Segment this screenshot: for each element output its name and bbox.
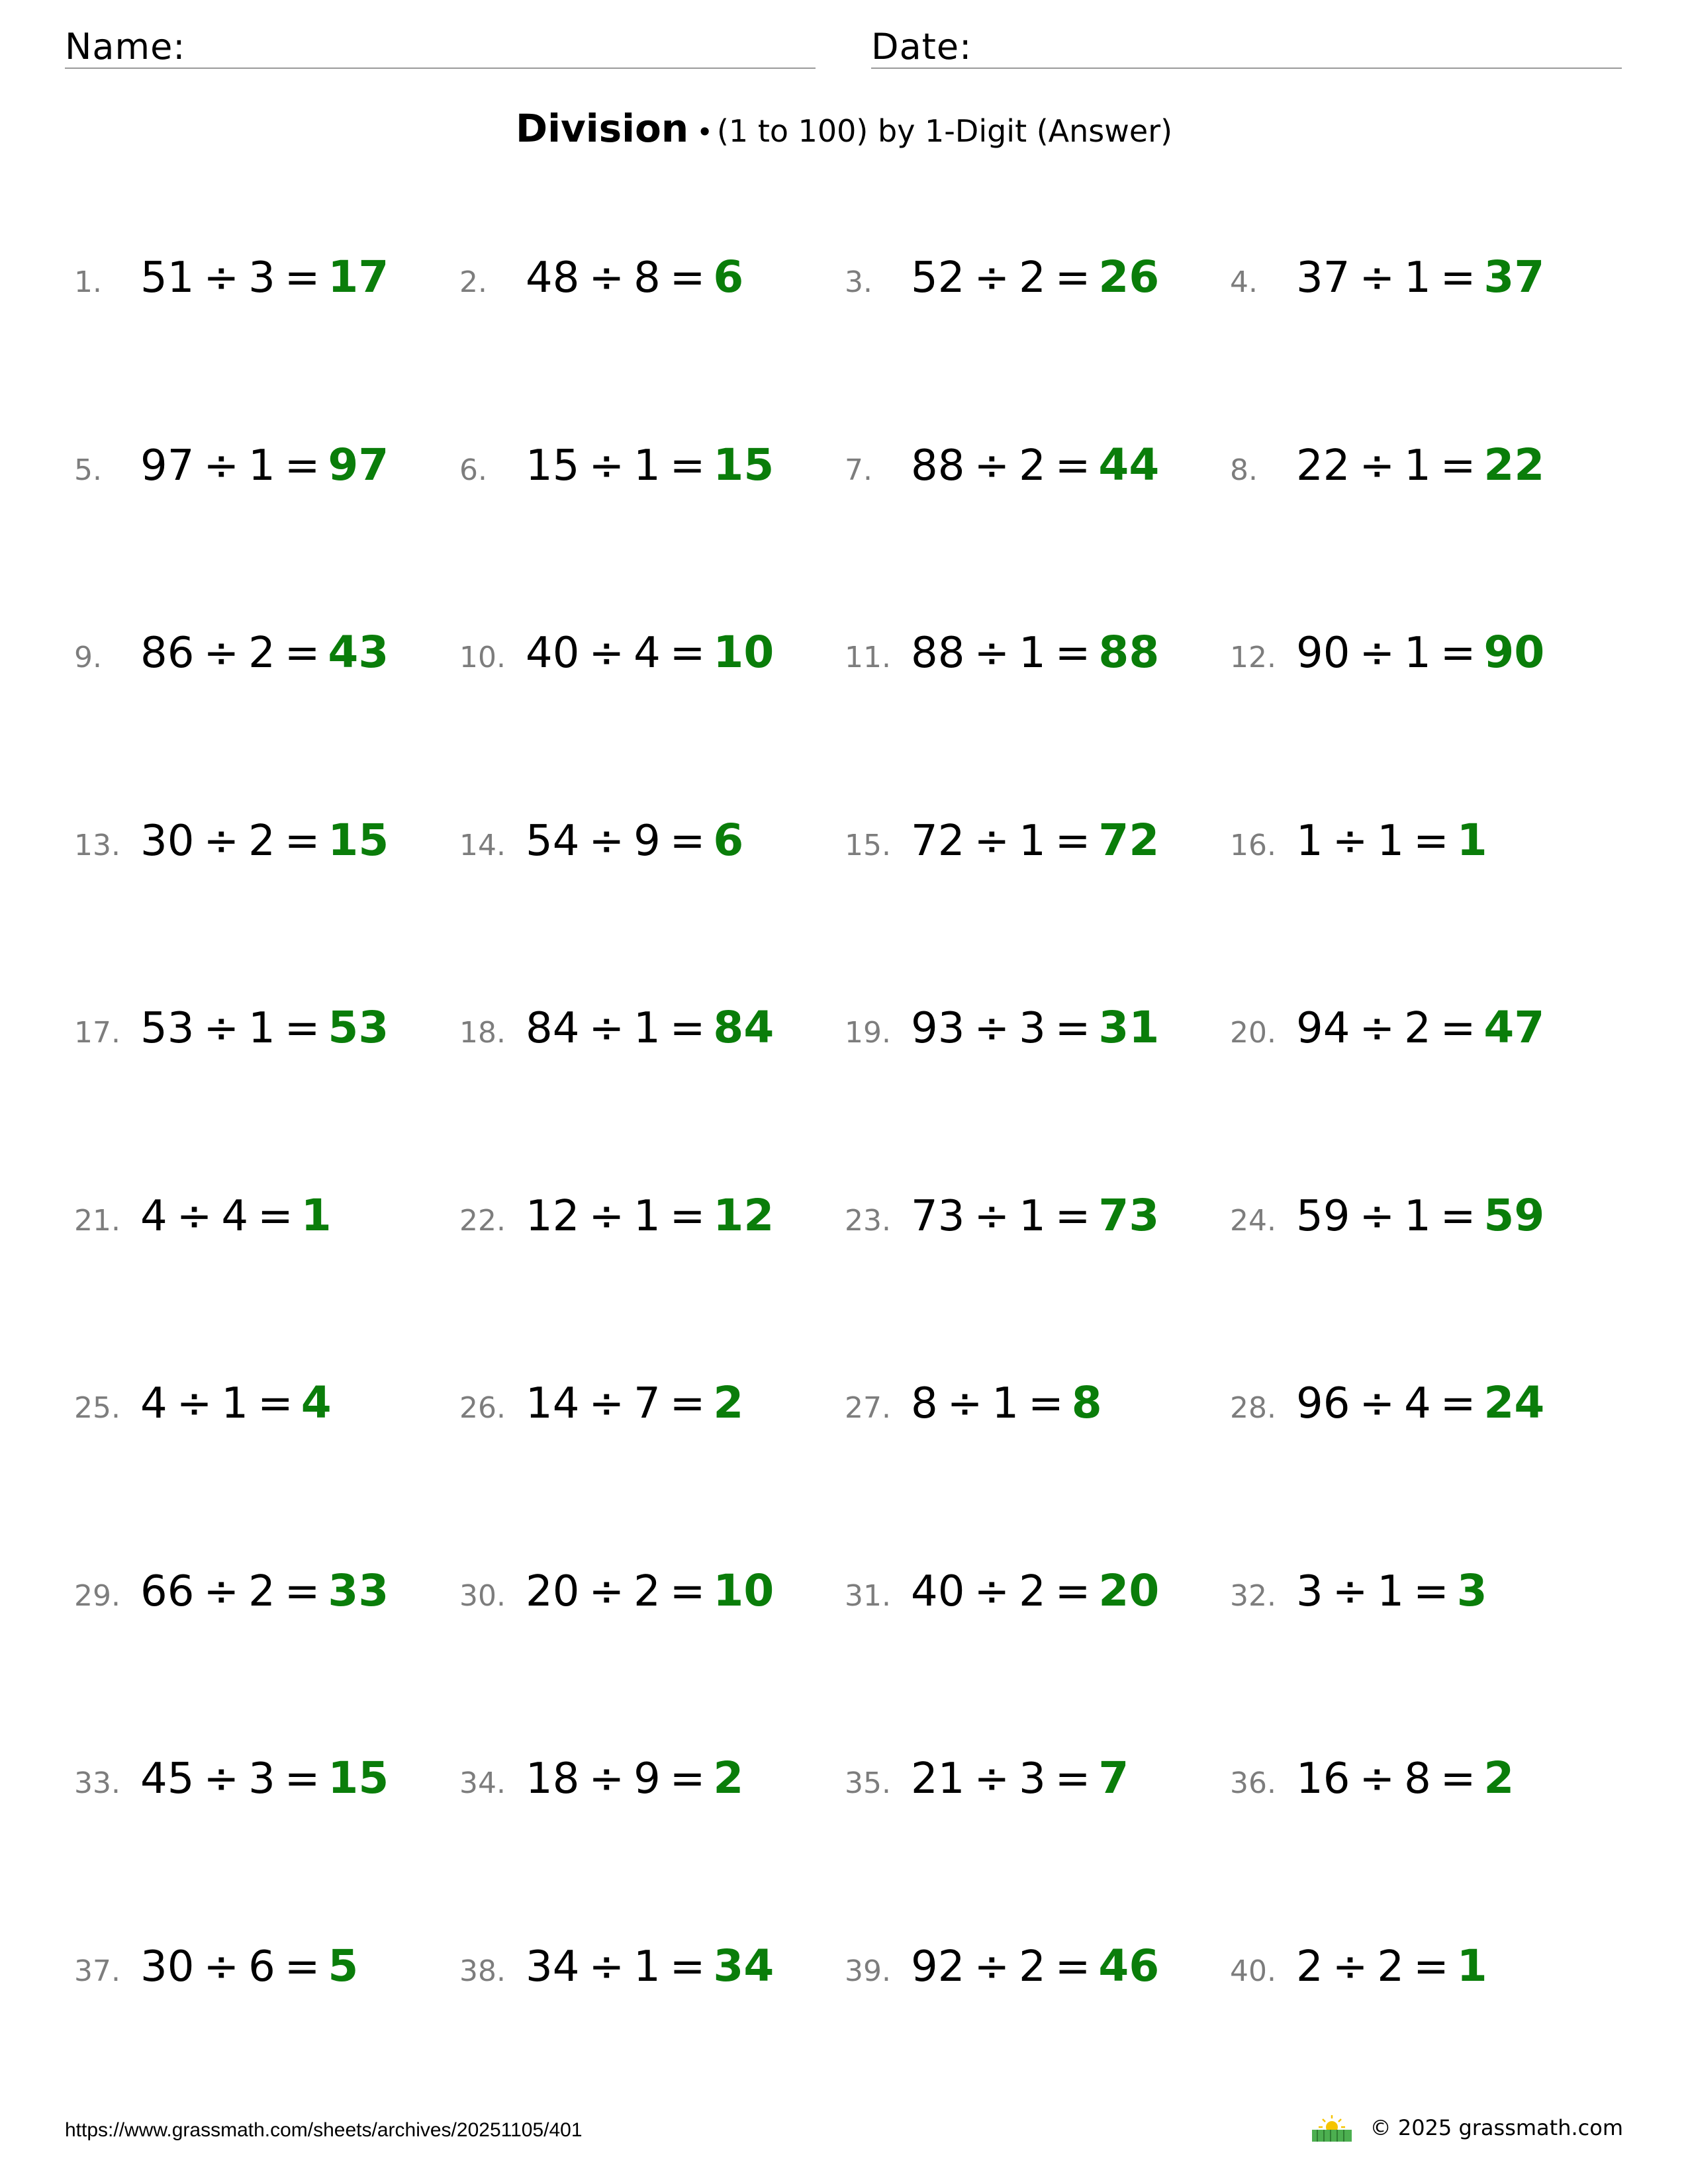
divisor: 3 — [1019, 1004, 1046, 1053]
divisor: 1 — [1019, 629, 1046, 678]
problem-item — [459, 1190, 849, 1243]
divisor: 1 — [1019, 1191, 1046, 1241]
dividend: 59 — [1296, 1191, 1350, 1241]
equals-sign: = — [669, 1004, 706, 1053]
divisor: 1 — [633, 441, 661, 490]
division-sign: ÷ — [974, 1004, 1010, 1053]
problem-item — [1230, 1752, 1619, 1805]
problem-item — [845, 439, 1234, 492]
problem-item — [845, 1752, 1234, 1805]
divisor: 4 — [1404, 1379, 1431, 1428]
equals-sign: = — [1055, 816, 1091, 866]
division-sign: ÷ — [588, 1004, 625, 1053]
division-sign: ÷ — [974, 441, 1010, 490]
answer: 15 — [328, 814, 389, 866]
problem-item — [74, 815, 463, 868]
title-main: Division — [515, 106, 689, 151]
problem-number: 33. — [74, 1766, 120, 1800]
problem-number: 18. — [459, 1016, 506, 1050]
dividend: 94 — [1296, 1004, 1350, 1053]
problem-number: 23. — [845, 1203, 891, 1238]
division-sign: ÷ — [203, 629, 240, 678]
divisor: 4 — [221, 1191, 249, 1241]
dividend: 88 — [911, 629, 965, 678]
equals-sign: = — [284, 441, 320, 490]
answer: 88 — [1098, 627, 1160, 678]
problem-number: 6. — [459, 453, 487, 487]
answer: 43 — [328, 627, 389, 678]
problem-item — [1230, 815, 1619, 868]
divisor: 1 — [1404, 1191, 1431, 1241]
answer: 8 — [1071, 1377, 1102, 1428]
divisor: 1 — [1019, 816, 1046, 866]
division-sign: ÷ — [1359, 1379, 1395, 1428]
problem-item — [845, 627, 1234, 680]
problem-item — [74, 627, 463, 680]
problem-item — [845, 251, 1234, 304]
footer-url: https://www.grassmath.com/sheets/archives/20251105/401 — [65, 2119, 583, 2141]
problem-item — [845, 1940, 1234, 1993]
divisor: 1 — [1377, 1567, 1405, 1616]
equals-sign: = — [669, 816, 706, 866]
divisor: 1 — [633, 1942, 661, 1991]
dividend: 93 — [911, 1004, 965, 1053]
dividend: 90 — [1296, 629, 1350, 678]
divisor: 1 — [1404, 629, 1431, 678]
dividend: 18 — [526, 1754, 580, 1803]
dividend: 40 — [911, 1567, 965, 1616]
equals-sign: = — [284, 1754, 320, 1803]
problem-number: 31. — [845, 1578, 891, 1613]
equals-sign: = — [1413, 1567, 1449, 1616]
dividend: 22 — [1296, 441, 1350, 490]
answer: 46 — [1098, 1940, 1160, 1991]
division-sign: ÷ — [588, 1379, 625, 1428]
problem-number: 35. — [845, 1766, 891, 1800]
answer: 4 — [301, 1377, 332, 1428]
division-sign: ÷ — [974, 1754, 1010, 1803]
division-sign: ÷ — [588, 629, 625, 678]
problem-number: 2. — [459, 265, 487, 299]
problem-item — [845, 1002, 1234, 1055]
equals-sign: = — [669, 629, 706, 678]
dividend: 72 — [911, 816, 965, 866]
answer: 33 — [328, 1565, 389, 1616]
worksheet-title — [0, 106, 1688, 152]
answer: 34 — [713, 1940, 774, 1991]
answer: 24 — [1483, 1377, 1545, 1428]
answer: 7 — [1098, 1752, 1129, 1803]
answer: 26 — [1098, 251, 1160, 302]
answer: 31 — [1098, 1002, 1160, 1053]
equals-sign: = — [669, 1567, 706, 1616]
division-sign: ÷ — [974, 1942, 1010, 1991]
answer: 2 — [713, 1752, 744, 1803]
answer: 73 — [1098, 1189, 1160, 1241]
divisor: 1 — [633, 1191, 661, 1241]
equals-sign: = — [1440, 629, 1476, 678]
name-field[interactable] — [65, 24, 816, 69]
answer: 59 — [1483, 1189, 1545, 1241]
divisor: 1 — [992, 1379, 1019, 1428]
problem-item — [74, 1940, 463, 1993]
division-sign: ÷ — [203, 1754, 240, 1803]
dividend: 12 — [526, 1191, 580, 1241]
dividend: 53 — [140, 1004, 195, 1053]
sun-over-grass-icon — [1308, 2113, 1356, 2143]
division-sign: ÷ — [974, 629, 1010, 678]
problem-number: 36. — [1230, 1766, 1276, 1800]
equals-sign: = — [1055, 1191, 1091, 1241]
problem-number: 20. — [1230, 1016, 1276, 1050]
equals-sign: = — [1055, 629, 1091, 678]
problem-number: 11. — [845, 641, 891, 674]
equals-sign: = — [1413, 816, 1449, 866]
divisor: 7 — [633, 1379, 661, 1428]
title-subtitle: (1 to 100) by 1-Digit (Answer) — [716, 113, 1173, 149]
problem-number: 32. — [1230, 1578, 1276, 1613]
equals-sign: = — [1440, 441, 1476, 490]
problem-number: 17. — [74, 1016, 120, 1050]
date-label: Date: — [871, 26, 972, 68]
answer: 84 — [713, 1002, 774, 1053]
dividend: 34 — [526, 1942, 580, 1991]
problem-number: 37. — [74, 1954, 120, 1988]
problem-number: 10. — [459, 641, 506, 674]
equals-sign: = — [1055, 253, 1091, 302]
division-sign: ÷ — [1359, 629, 1395, 678]
equals-sign: = — [1055, 1004, 1091, 1053]
problem-item — [845, 1377, 1234, 1430]
division-sign: ÷ — [203, 441, 240, 490]
divisor: 2 — [633, 1567, 661, 1616]
problem-item — [74, 1002, 463, 1055]
problem-number: 34. — [459, 1766, 506, 1800]
equals-sign: = — [1440, 1004, 1476, 1053]
dividend: 30 — [140, 1942, 195, 1991]
division-sign: ÷ — [1359, 1191, 1395, 1241]
divisor: 1 — [1404, 253, 1431, 302]
problem-number: 15. — [845, 828, 891, 862]
problem-number: 19. — [845, 1016, 891, 1050]
answer: 72 — [1098, 814, 1160, 866]
division-sign: ÷ — [1332, 816, 1368, 866]
equals-sign: = — [1440, 1191, 1476, 1241]
equals-sign: = — [284, 1942, 320, 1991]
equals-sign: = — [669, 1942, 706, 1991]
problem-number: 22. — [459, 1203, 506, 1238]
equals-sign: = — [1055, 1942, 1091, 1991]
answer: 37 — [1483, 251, 1545, 302]
problem-number: 4. — [1230, 265, 1258, 299]
answer: 2 — [1483, 1752, 1515, 1803]
division-sign: ÷ — [203, 1942, 240, 1991]
equals-sign: = — [258, 1379, 293, 1428]
division-sign: ÷ — [974, 816, 1010, 866]
division-sign: ÷ — [203, 1567, 240, 1616]
divisor: 8 — [1404, 1754, 1431, 1803]
dividend: 8 — [911, 1379, 938, 1428]
problem-number: 8. — [1230, 453, 1258, 487]
division-sign: ÷ — [588, 816, 625, 866]
divisor: 1 — [633, 1004, 661, 1053]
division-sign: ÷ — [1332, 1942, 1368, 1991]
division-sign: ÷ — [1359, 253, 1395, 302]
problem-number: 39. — [845, 1954, 891, 1988]
dividend: 37 — [1296, 253, 1350, 302]
division-sign: ÷ — [974, 1191, 1010, 1241]
divisor: 2 — [1019, 1942, 1046, 1991]
equals-sign: = — [669, 1379, 706, 1428]
problem-item — [1230, 1940, 1619, 1993]
divisor: 2 — [1377, 1942, 1405, 1991]
problem-item — [459, 627, 849, 680]
problem-number: 29. — [74, 1578, 120, 1613]
answer: 15 — [328, 1752, 389, 1803]
problem-number: 5. — [74, 453, 102, 487]
equals-sign: = — [1055, 1567, 1091, 1616]
answer: 22 — [1483, 439, 1545, 490]
problem-number: 28. — [1230, 1391, 1276, 1425]
divisor: 1 — [1404, 441, 1431, 490]
divisor: 2 — [248, 1567, 275, 1616]
problem-number: 21. — [74, 1203, 120, 1238]
divisor: 3 — [248, 1754, 275, 1803]
dividend: 20 — [526, 1567, 580, 1616]
problem-number: 40. — [1230, 1954, 1276, 1988]
divisor: 2 — [1019, 1567, 1046, 1616]
dividend: 52 — [911, 253, 965, 302]
name-label: Name: — [65, 26, 186, 68]
equals-sign: = — [669, 253, 706, 302]
problem-item — [1230, 1377, 1619, 1430]
dividend: 40 — [526, 629, 580, 678]
divisor: 2 — [248, 629, 275, 678]
problem-item — [459, 439, 849, 492]
title-bullet: • — [696, 116, 713, 148]
divisor: 9 — [633, 816, 661, 866]
equals-sign: = — [1440, 1754, 1476, 1803]
dividend: 4 — [140, 1379, 167, 1428]
answer: 6 — [713, 814, 744, 866]
divisor: 3 — [1019, 1754, 1046, 1803]
division-sign: ÷ — [588, 1754, 625, 1803]
problem-item — [459, 1940, 849, 1993]
date-field[interactable] — [871, 24, 1622, 69]
problem-item — [1230, 439, 1619, 492]
dividend: 84 — [526, 1004, 580, 1053]
problem-item — [74, 251, 463, 304]
divisor: 6 — [248, 1942, 275, 1991]
problem-number: 9. — [74, 641, 102, 674]
problem-item — [1230, 627, 1619, 680]
problem-number: 26. — [459, 1391, 506, 1425]
answer: 2 — [713, 1377, 744, 1428]
problem-number: 12. — [1230, 641, 1276, 674]
division-sign: ÷ — [974, 1567, 1010, 1616]
problem-item — [845, 1565, 1234, 1618]
equals-sign: = — [669, 1754, 706, 1803]
division-sign: ÷ — [588, 1191, 625, 1241]
problem-item — [845, 1190, 1234, 1243]
divisor: 2 — [248, 816, 275, 866]
problem-item — [1230, 1565, 1619, 1618]
problem-item — [459, 251, 849, 304]
problem-item — [459, 1565, 849, 1618]
problem-number: 1. — [74, 265, 102, 299]
problem-item — [74, 439, 463, 492]
answer: 12 — [713, 1189, 774, 1241]
problem-item — [74, 1190, 463, 1243]
divisor: 8 — [633, 253, 661, 302]
dividend: 66 — [140, 1567, 195, 1616]
problem-item — [459, 1002, 849, 1055]
dividend: 15 — [526, 441, 580, 490]
problem-number: 24. — [1230, 1203, 1276, 1238]
division-sign: ÷ — [588, 253, 625, 302]
dividend: 86 — [140, 629, 195, 678]
problem-item — [1230, 1002, 1619, 1055]
equals-sign: = — [284, 1567, 320, 1616]
equals-sign: = — [1440, 253, 1476, 302]
divisor: 1 — [221, 1379, 249, 1428]
division-sign: ÷ — [588, 1567, 625, 1616]
answer: 17 — [328, 251, 389, 302]
dividend: 2 — [1296, 1942, 1323, 1991]
division-sign: ÷ — [1359, 441, 1395, 490]
problem-number: 16. — [1230, 828, 1276, 862]
problem-item — [74, 1377, 463, 1430]
answer: 1 — [1456, 814, 1487, 866]
equals-sign: = — [1028, 1379, 1064, 1428]
dividend: 54 — [526, 816, 580, 866]
divisor: 1 — [1377, 816, 1405, 866]
division-sign: ÷ — [1359, 1754, 1395, 1803]
problem-item — [74, 1752, 463, 1805]
problem-item — [459, 815, 849, 868]
footer-brand — [1308, 2111, 1623, 2144]
divisor: 2 — [1019, 441, 1046, 490]
problem-item — [845, 815, 1234, 868]
equals-sign: = — [284, 1004, 320, 1053]
answer: 1 — [1456, 1940, 1487, 1991]
divisor: 4 — [633, 629, 661, 678]
problem-number: 25. — [74, 1391, 120, 1425]
division-sign: ÷ — [947, 1379, 983, 1428]
divisor: 1 — [248, 441, 275, 490]
answer: 6 — [713, 251, 744, 302]
answer: 10 — [713, 1565, 774, 1616]
equals-sign: = — [284, 253, 320, 302]
copyright: © 2025 grassmath.com — [1370, 2115, 1623, 2140]
division-sign: ÷ — [203, 253, 240, 302]
dividend: 48 — [526, 253, 580, 302]
equals-sign: = — [669, 441, 706, 490]
problem-number: 14. — [459, 828, 506, 862]
answer: 53 — [328, 1002, 389, 1053]
answer: 47 — [1483, 1002, 1545, 1053]
divisor: 2 — [1404, 1004, 1431, 1053]
problem-number: 38. — [459, 1954, 506, 1988]
dividend: 96 — [1296, 1379, 1350, 1428]
answer: 10 — [713, 627, 774, 678]
answer: 97 — [328, 439, 389, 490]
equals-sign: = — [284, 816, 320, 866]
problem-number: 13. — [74, 828, 120, 862]
dividend: 4 — [140, 1191, 167, 1241]
dividend: 73 — [911, 1191, 965, 1241]
division-sign: ÷ — [588, 1942, 625, 1991]
divisor: 9 — [633, 1754, 661, 1803]
division-sign: ÷ — [588, 441, 625, 490]
equals-sign: = — [1440, 1379, 1476, 1428]
dividend: 45 — [140, 1754, 195, 1803]
equals-sign: = — [1413, 1942, 1449, 1991]
equals-sign: = — [1055, 441, 1091, 490]
division-sign: ÷ — [974, 253, 1010, 302]
answer: 1 — [301, 1189, 332, 1241]
equals-sign: = — [258, 1191, 293, 1241]
division-sign: ÷ — [176, 1191, 212, 1241]
divisor: 2 — [1019, 253, 1046, 302]
equals-sign: = — [669, 1191, 706, 1241]
problem-number: 30. — [459, 1578, 506, 1613]
dividend: 88 — [911, 441, 965, 490]
division-sign: ÷ — [203, 1004, 240, 1053]
dividend: 14 — [526, 1379, 580, 1428]
dividend: 3 — [1296, 1567, 1323, 1616]
dividend: 16 — [1296, 1754, 1350, 1803]
dividend: 1 — [1296, 816, 1323, 866]
dividend: 97 — [140, 441, 195, 490]
problem-number: 3. — [845, 265, 872, 299]
answer: 44 — [1098, 439, 1160, 490]
division-sign: ÷ — [203, 816, 240, 866]
problem-item — [74, 1565, 463, 1618]
answer: 5 — [328, 1940, 359, 1991]
dividend: 51 — [140, 253, 195, 302]
division-sign: ÷ — [1332, 1567, 1368, 1616]
dividend: 21 — [911, 1754, 965, 1803]
problem-item — [1230, 1190, 1619, 1243]
equals-sign: = — [1055, 1754, 1091, 1803]
division-sign: ÷ — [1359, 1004, 1395, 1053]
divisor: 3 — [248, 253, 275, 302]
equals-sign: = — [284, 629, 320, 678]
answer: 20 — [1098, 1565, 1160, 1616]
problem-item — [1230, 251, 1619, 304]
answer: 3 — [1456, 1565, 1487, 1616]
dividend: 30 — [140, 816, 195, 866]
problem-number: 7. — [845, 453, 872, 487]
dividend: 92 — [911, 1942, 965, 1991]
problem-number: 27. — [845, 1391, 891, 1425]
problem-item — [459, 1752, 849, 1805]
divisor: 1 — [248, 1004, 275, 1053]
answer: 90 — [1483, 627, 1545, 678]
problem-item — [459, 1377, 849, 1430]
division-sign: ÷ — [176, 1379, 212, 1428]
answer: 15 — [713, 439, 774, 490]
